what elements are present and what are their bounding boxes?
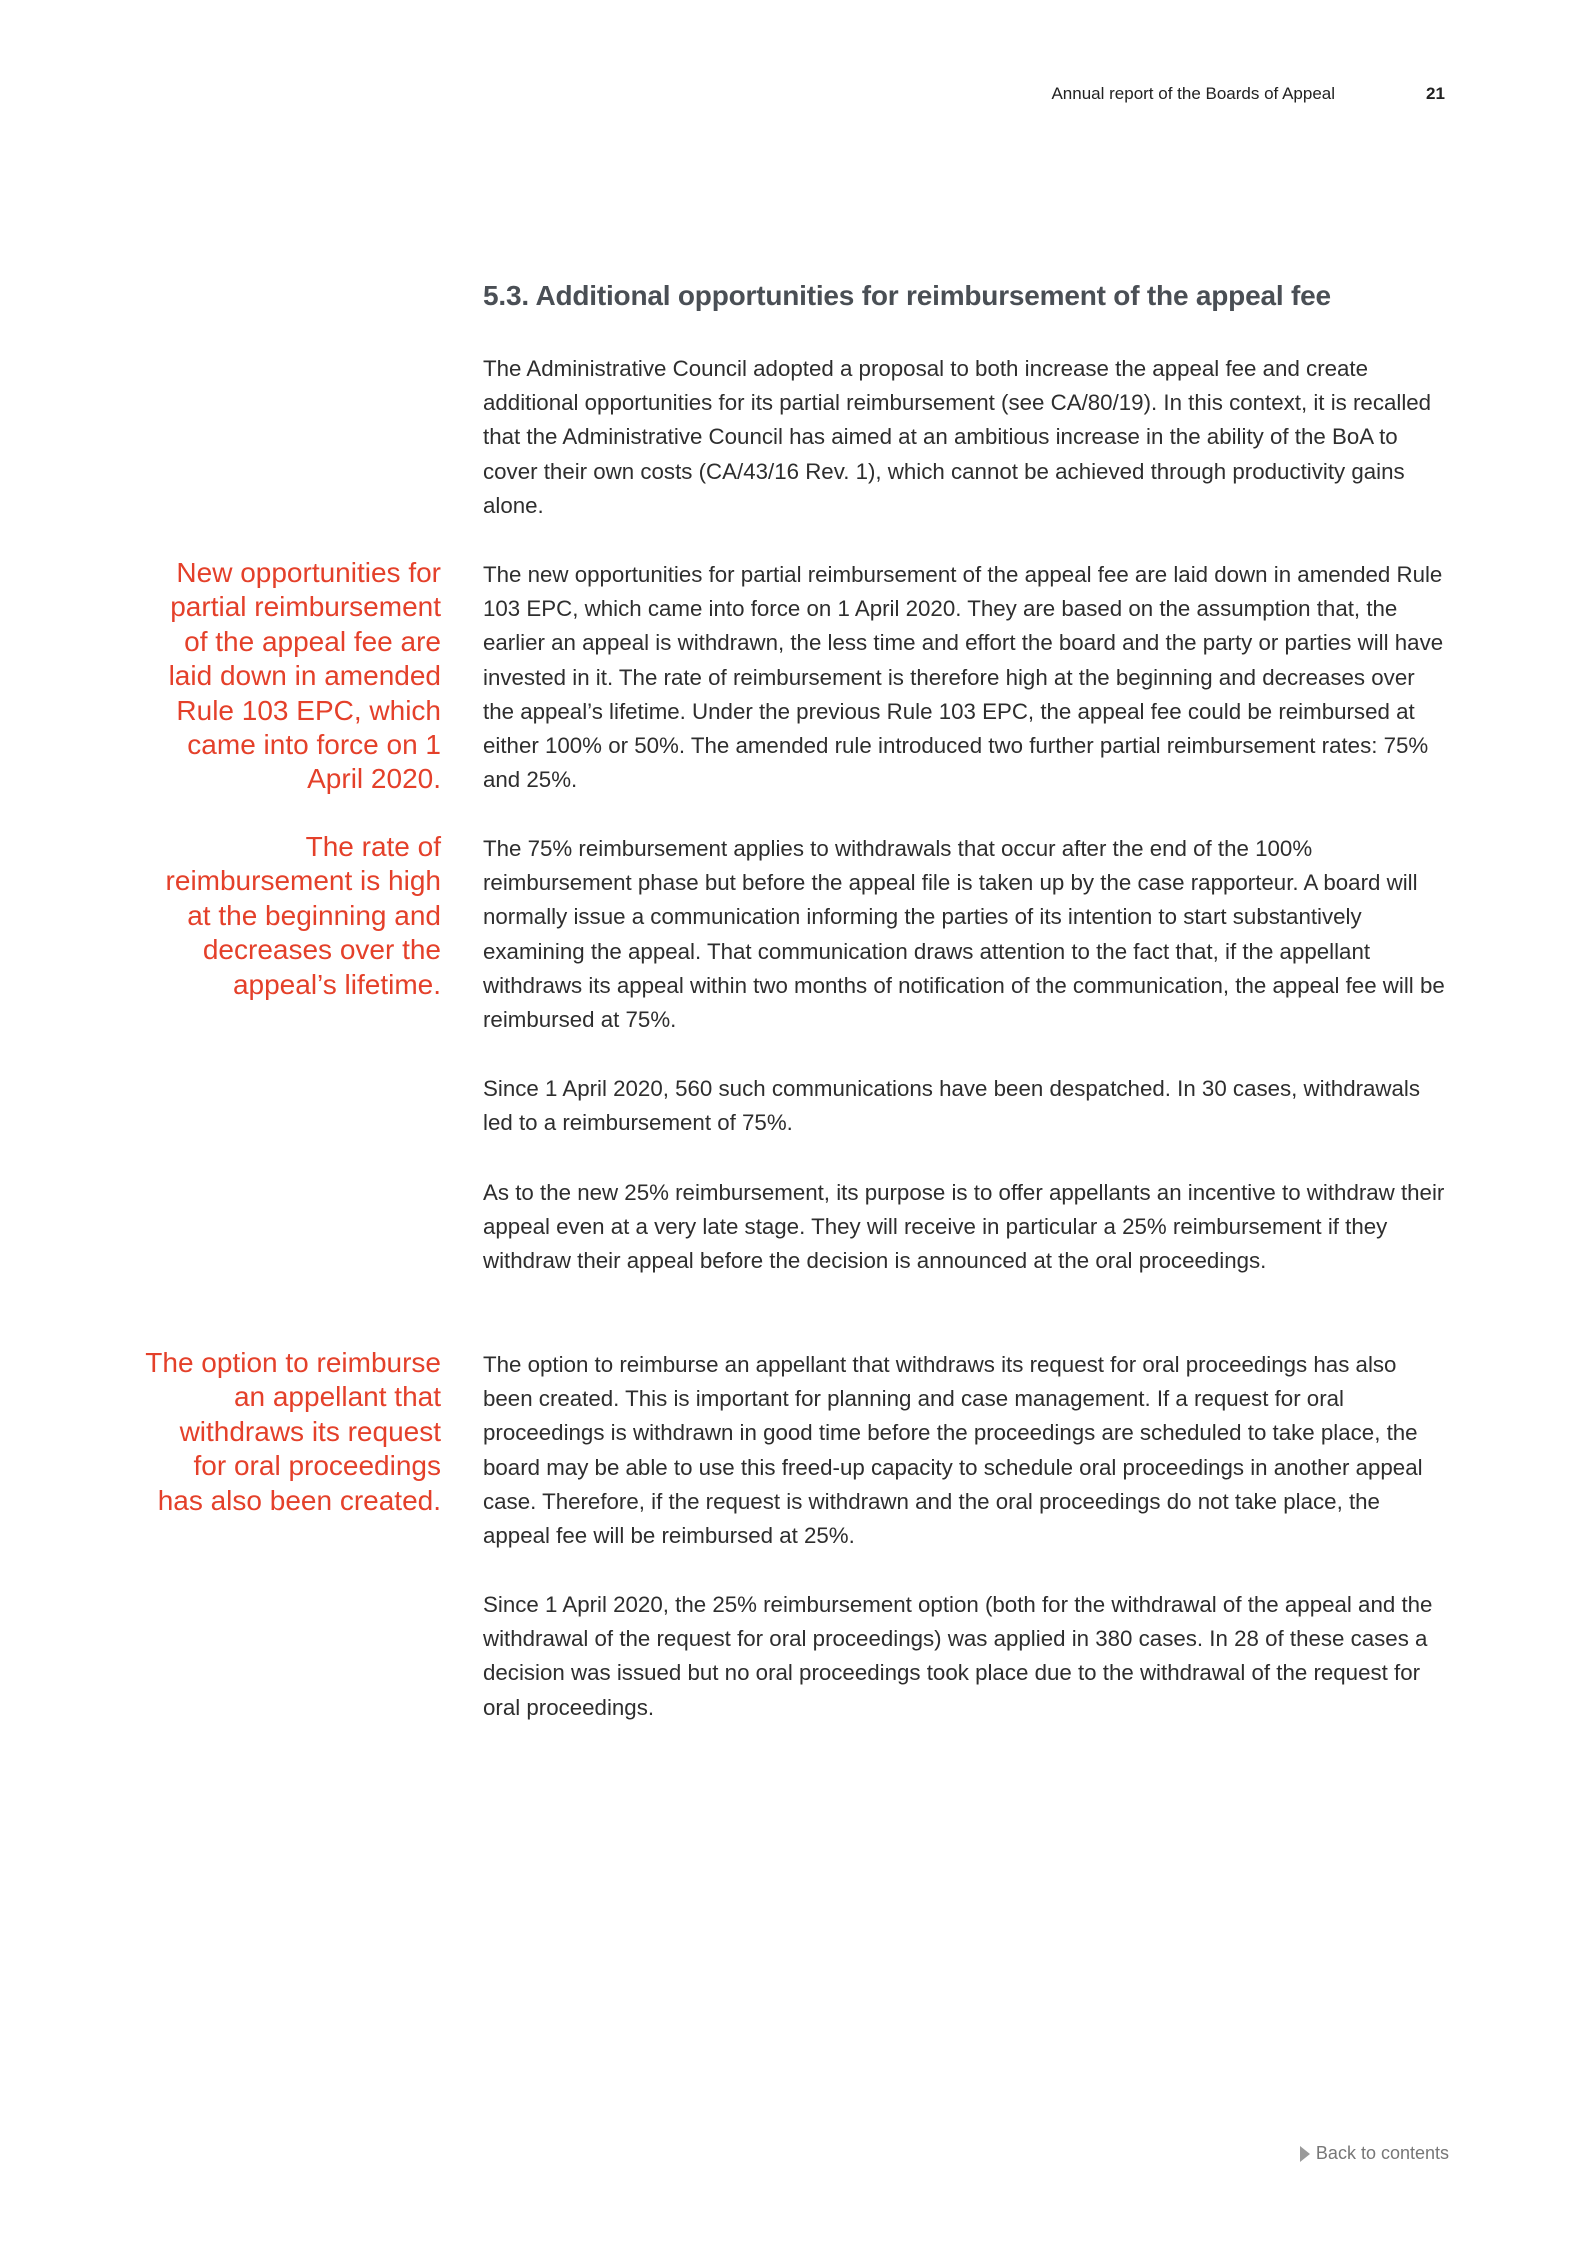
back-to-contents-label: Back to contents bbox=[1315, 2143, 1449, 2163]
paragraph-7: Since 1 April 2020, the 25% reimbursement option (both for the withdrawal of the appeal and the withdrawal of the request for oral proceedings) was applied in 380 cases. In 28 of these cases a decision was issued but no oral proceedings took place due to the withdrawal of the request for oral proceedings. bbox=[483, 1592, 1433, 1720]
paragraph-3: The 75% reimbursement applies to withdrawals that occur after the end of the 100% reimbursement phase but before the appeal file is taken up by the case rapporteur. A board will normally issue a communication informing the parties of its intention to start substantively examining the appeal. That communication draws attention to the fact that, if the appellant withdraws its appeal within two months of notification of the communication, the appeal fee will be reimbursed at 75%. bbox=[483, 836, 1445, 1033]
pullquote-new-opportunities: New opportunities for partial reimbursement of the appeal fee are laid down in amended Rule 103 EPC, which came into force on 1 April 2020. bbox=[168, 557, 441, 795]
paragraph-4: Since 1 April 2020, 560 such communications have been despatched. In 30 cases, withdrawals led to a reimbursement of 75%. bbox=[483, 1076, 1421, 1136]
pullquote-oral-proceedings: The option to reimburse an appellant that withdraws its request for oral proceedings has also been created. bbox=[145, 1347, 441, 1516]
back-to-contents-link[interactable] bbox=[1300, 2143, 1449, 2164]
paragraph-6: The option to reimburse an appellant that withdraws its request for oral proceedings has also been created. This is important for planning and case management. If a request for oral proceedings is withdrawn in good time before the proceedings are scheduled to take place, the board may be able to use this freed-up capacity to schedule oral proceedings in another appeal case. Therefore, if the request is withdrawn and the oral proceedings do not take place, the appeal fee will be reimbursed at 25%. bbox=[483, 1352, 1423, 1549]
page-number: 21 bbox=[1426, 84, 1445, 103]
report-title: Annual report of the Boards of Appeal bbox=[1051, 84, 1335, 103]
pullquote-rate-of-reimbursement: The rate of reimbursement is high at the beginning and decreases over the appeal’s lifetime. bbox=[165, 831, 441, 1000]
play-triangle-icon bbox=[1300, 2146, 1310, 2162]
paragraph-1: The Administrative Council adopted a proposal to both increase the appeal fee and create additional opportunities for its partial reimbursement (see CA/80/19). In this context, it is recalled that the Administrative Council has aimed at an ambitious increase in the ability of the BoA to cover their own costs (CA/43/16 Rev. 1), which cannot be achieved through productivity gains alone. bbox=[483, 356, 1432, 518]
paragraph-5: As to the new 25% reimbursement, its purpose is to offer appellants an incentive to withdraw their appeal even at a very late stage. They will receive in particular a 25% reimbursement if they withdraw their appeal before the decision is announced at the oral proceedings. bbox=[483, 1180, 1445, 1274]
section-heading: 5.3. Additional opportunities for reimbursement of the appeal fee bbox=[483, 280, 1331, 311]
paragraph-2: The new opportunities for partial reimbursement of the appeal fee are laid down in amended Rule 103 EPC, which came into force on 1 April 2020. They are based on the assumption that, the earlier an appeal is withdrawn, the less time and effort the board and the party or parties will have invested in it. The rate of reimbursement is therefore high at the beginning and decreases over the appeal’s lifetime. Under the previous Rule 103 EPC, the appeal fee could be reimbursed at either 100% or 50%. The amended rule introduced two further partial reimbursement rates: 75% and 25%. bbox=[483, 562, 1444, 793]
